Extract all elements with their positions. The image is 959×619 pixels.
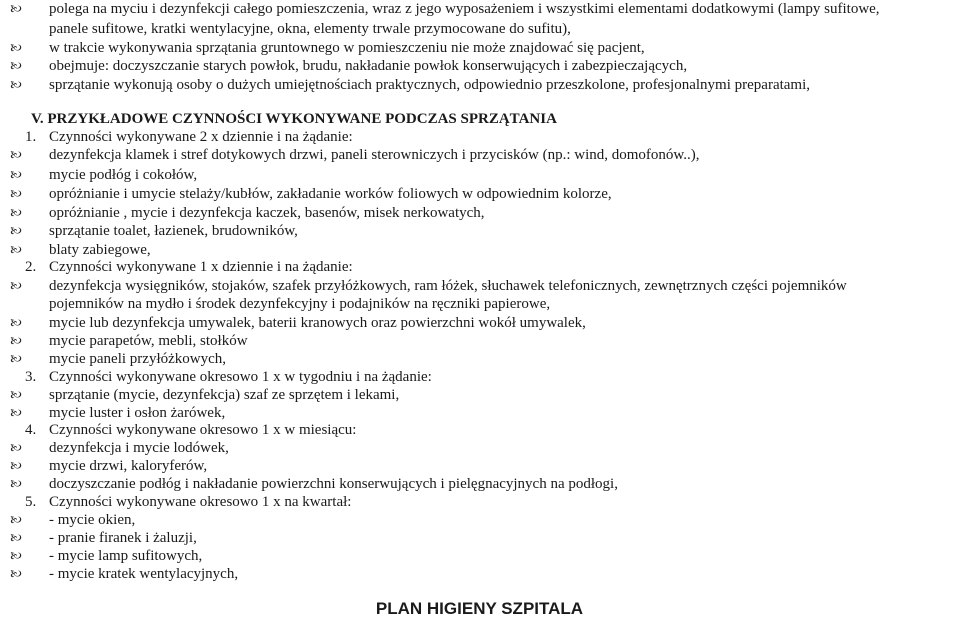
bullet-icon: 🙠 xyxy=(10,78,22,92)
group-title: Czynności wykonywane okresowo 1 x w miesiącu: xyxy=(49,422,357,438)
bullet-icon: 🙠 xyxy=(10,316,22,330)
bullet-icon: 🙠 xyxy=(10,59,22,73)
bullet-icon: 🙠 xyxy=(10,531,22,545)
group-title: Czynności wykonywane 1 x dziennie i na żądanie: xyxy=(49,259,353,275)
list-item-text: obejmuje: doczyszczanie starych powłok, brudu, nakładanie powłok konserwujących i zabezpieczających, xyxy=(49,58,688,74)
list-item-text: sprzątanie wykonują osoby o dużych umiejętnościach praktycznych, odpowiednio przeszkolone, profesjonalnymi preparatami, xyxy=(49,77,811,93)
group-number: 1. xyxy=(25,129,37,145)
bullet-icon: 🙠 xyxy=(10,187,22,201)
group-number: 3. xyxy=(25,369,37,385)
group-title: Czynności wykonywane 2 x dziennie i na żądanie: xyxy=(49,129,353,145)
group-number: 2. xyxy=(25,259,37,275)
bullet-icon: 🙠 xyxy=(10,148,22,162)
group-title: Czynności wykonywane okresowo 1 x na kwartał: xyxy=(49,494,352,510)
bullet-icon: 🙠 xyxy=(10,168,22,182)
bullet-icon: 🙠 xyxy=(10,477,22,491)
bullet-icon: 🙠 xyxy=(10,459,22,473)
page-title: PLAN HIGIENY SZPITALA xyxy=(375,599,584,618)
bullet-icon: 🙠 xyxy=(10,2,22,16)
bullet-icon: 🙠 xyxy=(10,513,22,527)
list-item-text: w trakcie wykonywania sprzątania gruntownego w pomieszczeniu nie może znajdować się pacjent, xyxy=(49,40,645,56)
bullet-icon: 🙠 xyxy=(10,206,22,220)
bullet-icon: 🙠 xyxy=(10,352,22,366)
bullet-icon: 🙠 xyxy=(10,243,22,257)
group-number: 4. xyxy=(25,422,37,438)
bullet-icon: 🙠 xyxy=(10,388,22,402)
bullet-icon: 🙠 xyxy=(10,224,22,238)
bullet-icon: 🙠 xyxy=(10,441,22,455)
group-title: Czynności wykonywane okresowo 1 x w tygodniu i na żądanie: xyxy=(49,369,432,385)
bullet-icon: 🙠 xyxy=(10,41,22,55)
group-number: 5. xyxy=(25,494,37,510)
bullet-icon: 🙠 xyxy=(10,567,22,581)
bullet-icon: 🙠 xyxy=(10,406,22,420)
bullet-icon: 🙠 xyxy=(10,549,22,563)
document-page: 🙠 polega na myciu i dezynfekcji całego pomieszczenia, wraz z jego wyposażeniem i wszystkimi elementami dodatkowymi (lampy sufitowe, panele sufitowe, kratki wentylacyjne, okna, elementy trwale przymocowane do sufitu), 🙠 w trakcie wykonywania sprzątania gruntownego w pomieszczeniu nie może znajdować się pacjent, 🙠 obejmuje: doczyszczanie starych powłok, brudu, nakładanie powłok konserwujących i zabezpieczających, 🙠 sprzątanie wykonują osoby o dużych umiejętnościach praktycznych, odpowiednio przeszkolone, profesjonalnymi preparatami, V. PRZYKŁADOWE CZYNNOŚCI WYKONYWANE PODCZAS SPRZĄTANIA 1. Czynności wykonywane 2 x dziennie i na żądanie: 🙠 dezynfekcja klamek i stref dotykowych drzwi, paneli sterowniczych i przycisków (np.: wind, domofonów..), 🙠 mycie podłóg i cokołów, 🙠 opróżnianie i umycie stelaży/kubłów, zakładanie worków foliowych w odpowiednim kolorze, 🙠 opróżnianie , mycie i dezynfekcja kaczek, basenów, misek nerkowatych, 🙠 sprzątanie toalet, łazienek, brudowników, 🙠 blaty zabiegowe, 2. Czynności wykonywane 1 x dziennie i na żądanie: 🙠 dezynfekcja wysięgników, stojaków, szafek przyłóżkowych, ram łóżek, słuchawek telefonicznych, zewnętrznych części pojemników pojemników na mydło i środek dezynfekcyjny i podajników na ręczniki papierowe, 🙠 mycie lub dezynfekcja umywalek, baterii kranowych oraz powierzchni wokół umywalek, 🙠 mycie parapetów, mebli, stołków 🙠 mycie paneli przyłóżkowych, 3. Czynności wykonywane okresowo 1 x w tygodniu i na żądanie: 🙠 sprzątanie (mycie, dezynfekcja) szaf ze sprzętem i lekami, 🙠 mycie luster i osłon żarówek, 4. Czynności wykonywane okresowo 1 x w miesiącu: 🙠 dezynfekcja i mycie lodówek, 🙠 mycie drzwi, kaloryferów, 🙠 doczyszczanie podłóg i nakładanie powierzchni konserwujących i pielęgnacyjnych na podłogi, 5. Czynności wykonywane okresowo 1 x na kwartał: 🙠 - mycie okien, 🙠 - pranie firanek i żaluzji, 🙠 - mycie lamp sufitowych, 🙠 - mycie kratek wentylacyjnych, PLAN HIGIENY SZPITALA xyxy=(0,0,959,616)
bullet-icon: 🙠 xyxy=(10,279,22,293)
list-item-text: polega na myciu i dezynfekcji całego pomieszczenia, wraz z jego wyposażeniem i wszystkimi elementami dodatkowymi (lampy sufitowe, xyxy=(49,1,880,17)
bullet-icon: 🙠 xyxy=(10,334,22,348)
